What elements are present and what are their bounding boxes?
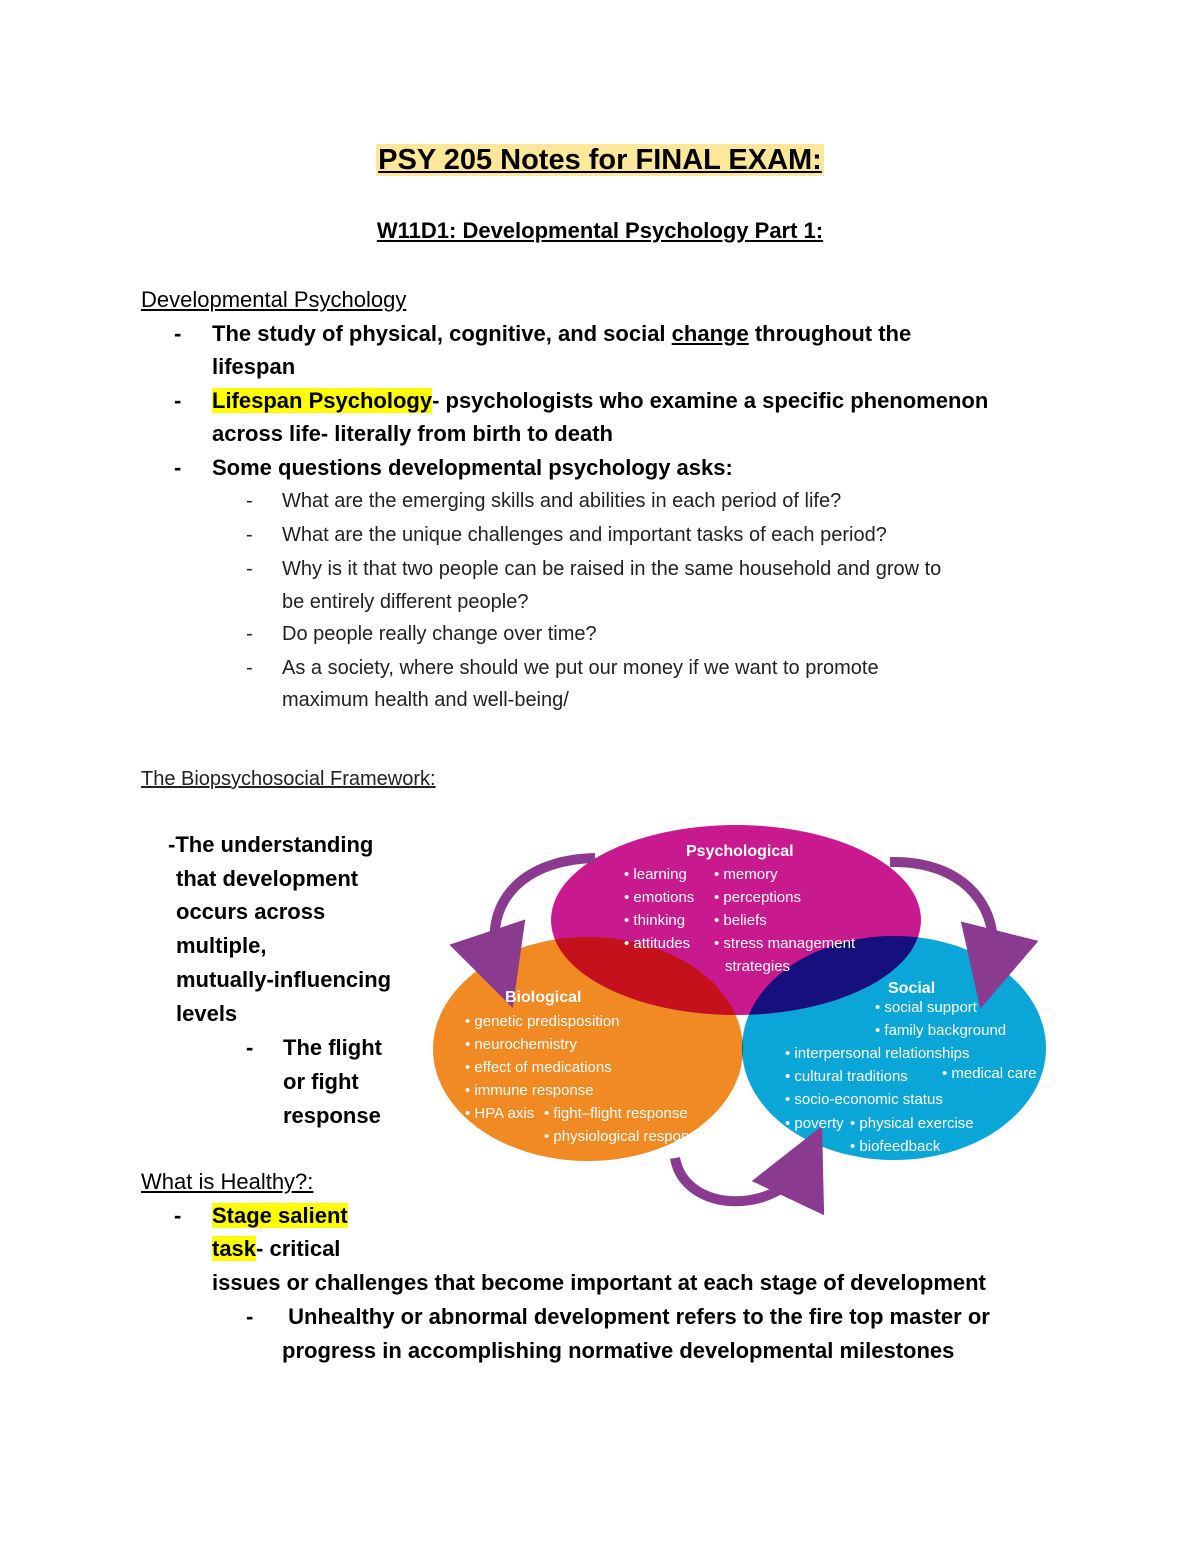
sub-dash: -: [246, 623, 253, 645]
social-item-6: • socio-economic status: [785, 1091, 943, 1108]
section-heading-developmental: Developmental Psychology: [141, 287, 407, 312]
bullet-dash: -: [174, 388, 182, 413]
framework-line-4: multiple,: [176, 933, 267, 958]
question-5-cont: maximum health and well-being/: [282, 689, 569, 711]
bullet-lifespan-psychology: Lifespan Psychology- psychologists who examine a specific phenomenon: [212, 388, 989, 413]
sub-dash: -: [246, 490, 253, 512]
bullet-dash: -: [174, 321, 182, 346]
flight-fight-line-1: The flight: [283, 1035, 382, 1060]
question-5: As a society, where should we put our money if we want to promote: [282, 657, 879, 679]
arrow-bottom: [675, 1158, 805, 1201]
stage-salient-line-1: Stage salient: [212, 1203, 348, 1228]
sub-dash: -: [246, 1304, 254, 1329]
unhealthy-line-1: Unhealthy or abnormal development refers to the fire top master or: [282, 1304, 990, 1329]
question-3-cont: be entirely different people?: [282, 591, 529, 613]
bullet-study-definition: The study of physical, cognitive, and social change throughout the: [212, 321, 912, 346]
social-item-8: • physical exercise: [850, 1115, 974, 1132]
psych-item-5: • memory: [714, 866, 778, 883]
psych-item-8: • stress management: [714, 935, 856, 952]
psych-item-6: • perceptions: [714, 889, 801, 906]
psych-item-2: • emotions: [624, 889, 695, 906]
question-1: What are the emerging skills and abilities in each period of life?: [282, 490, 842, 512]
psych-item-1: • learning: [624, 866, 687, 883]
page-title: PSY 205 Notes for FINAL EXAM:: [378, 144, 822, 176]
question-3: Why is it that two people can be raised in the same household and grow to: [282, 558, 942, 580]
bullet-dash: -: [174, 1203, 182, 1228]
social-item-7: • poverty: [785, 1115, 844, 1132]
bio-item-1: • genetic predisposition: [465, 1013, 620, 1030]
question-2: What are the unique challenges and important tasks of each period?: [282, 524, 887, 546]
social-item-2: • family background: [875, 1022, 1007, 1039]
section-heading-biopsychosocial: The Biopsychosocial Framework:: [141, 768, 436, 790]
bullet-questions: Some questions developmental psychology asks:: [212, 455, 733, 480]
framework-line-2: that development: [176, 866, 359, 891]
sub-dash: -: [246, 1035, 254, 1060]
bio-item-3: • effect of medications: [465, 1059, 612, 1076]
sub-dash: -: [246, 524, 253, 546]
flight-fight-line-2: or fight: [283, 1069, 359, 1094]
page-subtitle: W11D1: Developmental Psychology Part 1:: [376, 218, 824, 243]
psych-item-8-cont: strategies: [725, 958, 791, 975]
social-item-1: • social support: [875, 999, 977, 1016]
biopsychosocial-diagram: [420, 820, 1070, 1220]
bullet-lifespan-cont: across life- literally from birth to death: [212, 421, 613, 446]
bullet-study-definition-cont: lifespan: [212, 354, 296, 379]
framework-line-6: levels: [176, 1001, 238, 1026]
social-item-4: • cultural traditions: [785, 1068, 908, 1085]
stage-salient-line-3: issues or challenges that become important at each stage of development: [212, 1270, 986, 1295]
bio-item-5: • HPA axis: [465, 1105, 535, 1122]
bio-title: Biological: [505, 989, 582, 1006]
social-title: Social: [888, 980, 936, 997]
social-item-9: • biofeedback: [850, 1138, 941, 1155]
bio-item-4: • immune response: [465, 1082, 594, 1099]
psych-title: Psychological: [686, 843, 794, 860]
bio-item-7: • physiological responses: [544, 1128, 713, 1145]
psych-item-3: • thinking: [624, 912, 686, 929]
sub-dash: -: [246, 657, 253, 679]
psych-item-7: • beliefs: [714, 912, 767, 929]
framework-line-1: -The understanding: [168, 832, 374, 857]
section-heading-healthy: What is Healthy?:: [141, 1169, 314, 1194]
bio-item-2: • neurochemistry: [465, 1036, 577, 1053]
psych-item-4: • attitudes: [624, 935, 691, 952]
framework-line-5: mutually-influencing: [176, 967, 392, 992]
bullet-dash: -: [174, 455, 182, 480]
social-item-3: • interpersonal relationships: [785, 1045, 970, 1062]
social-item-5: • medical care: [942, 1065, 1037, 1082]
unhealthy-line-2: progress in accomplishing normative developmental milestones: [282, 1338, 955, 1363]
bio-item-6: • fight–flight response: [544, 1105, 688, 1122]
sub-dash: -: [246, 558, 253, 580]
stage-salient-line-2: task- critical: [212, 1236, 341, 1261]
question-4: Do people really change over time?: [282, 623, 597, 645]
flight-fight-line-3: response: [283, 1103, 381, 1128]
framework-line-3: occurs across: [176, 899, 326, 924]
